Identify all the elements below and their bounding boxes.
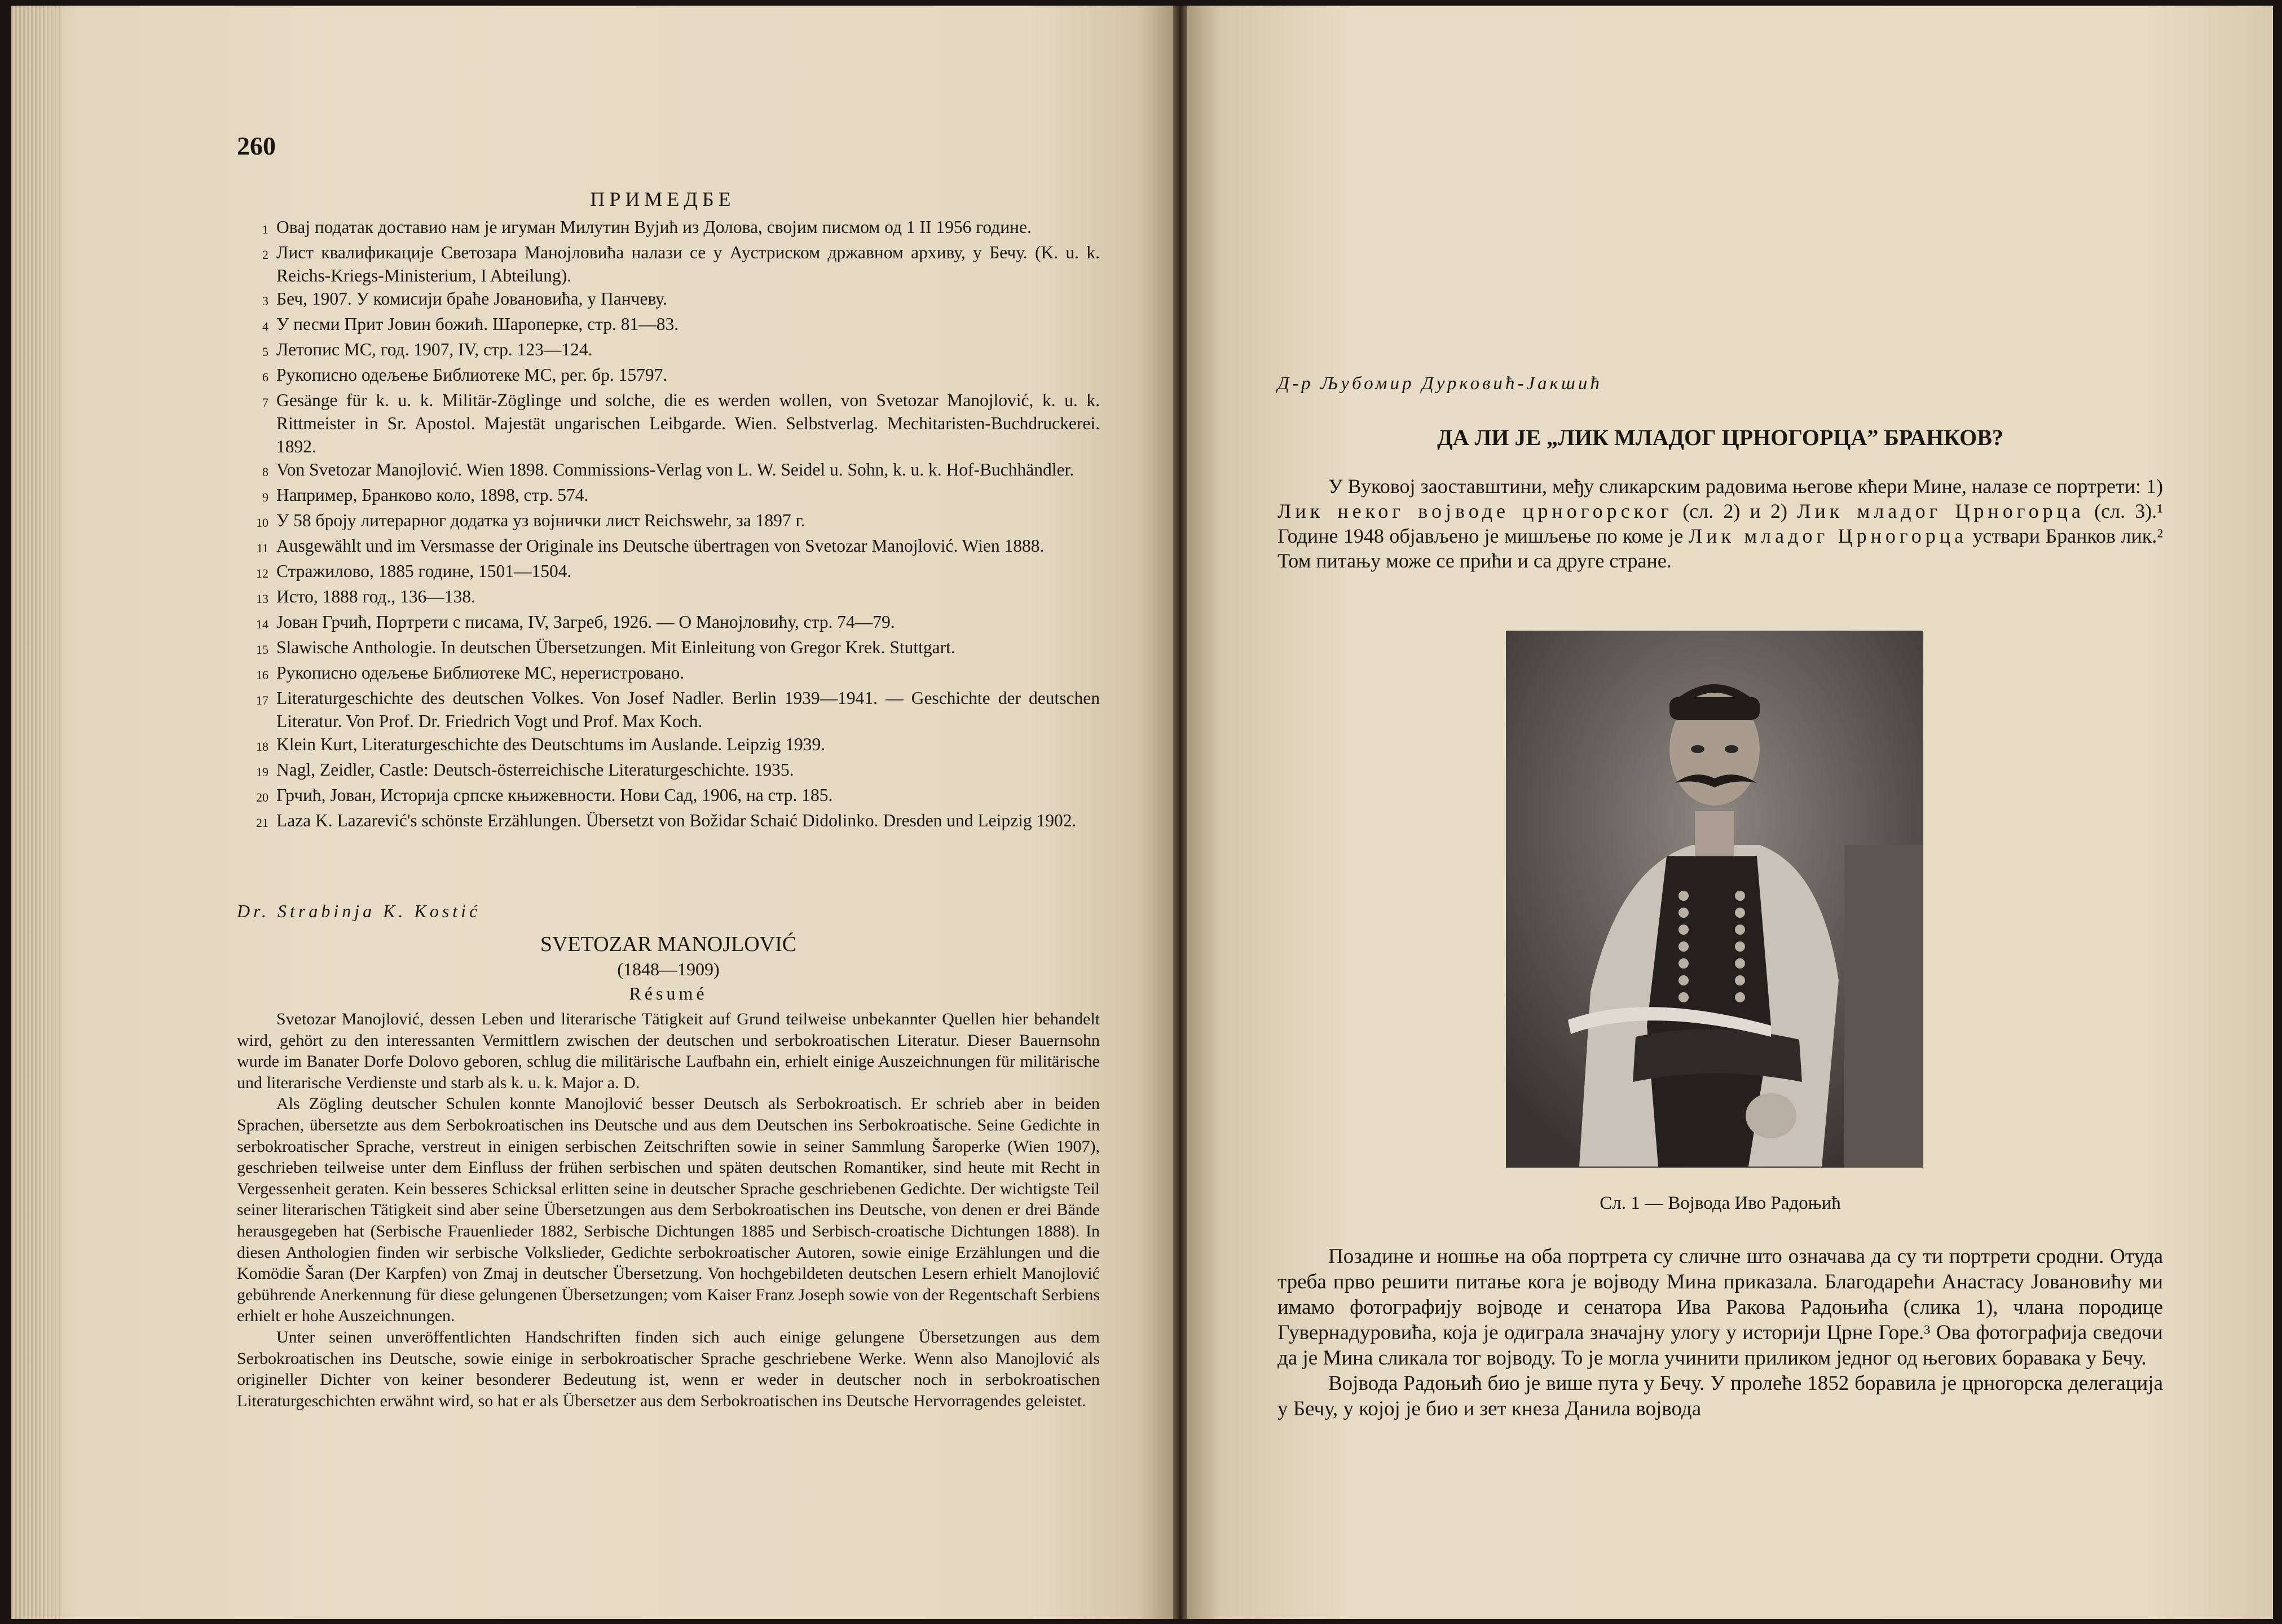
note-text: Laza K. Lazarević's schönste Erzählungen. Übersetzt von Božidar Schaić Didolinko. Dresden und Leipzig 1902. — [276, 811, 1077, 830]
note-item — [237, 636, 1100, 661]
note-item — [237, 560, 1100, 585]
body-paragraph: Позадине и ношње на оба портрета су сличне што означава да су ти портрети сродни. Отуда треба прво решити питање кога је војводу Мина приказала. Благодарећи Анастасу Јовановићу ми имамо фотографију војводе и сенатора Ива Ракова Радоњића (слика 1), члана породице Гувернадуровића, која је одиграла значајну улогу у историји Црне Горе.³ Ова фотографија сведочи да је Мина сликала тог војводу. То је могла учинити приликом једног од његових боравака у Бечу. — [1277, 1245, 2163, 1370]
article-author: Dr. Strabinja K. Kostić — [237, 901, 481, 921]
left-page — [11, 6, 1173, 1619]
intro-spaced-title: Лик младог Црногорца — [1797, 500, 2085, 522]
note-text: Стражилово, 1885 године, 1501—1504. — [276, 561, 572, 581]
note-text: Летопис МС, год. 1907, IV, стр. 123—124. — [276, 340, 593, 359]
page-number: 260 — [237, 131, 276, 160]
resume-paragraph: Als Zögling deutscher Schulen konnte Manojlović besser Deutsch als Serbokroatisch. Er schrieb aber in beiden Sprachen, übersetzte aus dem Serbokroatischen ins Deutsche und aus dem Deutschen ins Serbokroatische. Seine Gedichte in serbokroatischer Sprache, verstreut in einigen serbischen Zeitschriften sowie in seiner Sammlung Šaroperke (Wien 1907), geschrieben teilweise unter dem Einfluss der frühen serbischen und späten deutschen Romantiker, sind heute mit Recht in Vergessenheit geraten. Kein besseres Schicksal erlitten seine in deutscher Sprache geschriebenen Gedichte. Der wichtigste Teil seiner literarischen Tätigkeit sind aber seine Übersetzungen aus dem Serbokroatischen ins Deutsche, von denen er drei Bände herausgegeben hat (Serbische Frauenlieder 1882, Serbische Dichtungen 1885 und Serbisch-croatische Dichtungen 1888). In diesen Anthologien finden wir serbische Volkslieder, Gedichte serbokroatischer Autoren, sowie einige Erzählungen und die Komödie Šaran (Der Karpfen) von Zmaj in deutscher Übersetzung. Von hochgebildeten deutschen Lesern erhielt Manojlović gebührende Anerkennung für diese gelungenen Übersetzungen; vom Kaiser Franz Joseph sowie von der Regentschaft Serbiens erhielt er hohe Auszeichnungen. — [237, 1094, 1100, 1326]
note-number: 9 — [262, 490, 268, 504]
note-text: Nagl, Zeidler, Castle: Deutsch-österreichische Literaturgeschichte. 1935. — [276, 760, 794, 780]
note-text: Ausgewählt und im Versmasse der Originale ins Deutsche übertragen von Svetozar Manojlović. Wien 1888. — [276, 536, 1045, 556]
intro-text — [1277, 474, 2163, 573]
note-item — [237, 241, 1100, 287]
portrait-illustration — [1506, 631, 1923, 1168]
note-text: Исто, 1888 год., 136—138. — [276, 587, 475, 606]
note-text: Von Svetozar Manojlović. Wien 1898. Commissions-Verlag von L. W. Seidel u. Sohn, k. u. k. Hof-Buchhändler. — [276, 460, 1074, 479]
note-number: 15 — [256, 642, 268, 657]
note-item — [237, 458, 1100, 483]
note-text: Рукописно одељење Библиотеке МС, рег. бр. 15797. — [276, 365, 668, 385]
note-number: 4 — [262, 319, 268, 333]
note-number: 21 — [256, 816, 268, 830]
intro-part: (сл. 2) и 2) — [1682, 500, 1787, 522]
note-text: Грчић, Јован, Историја српске књижевности. Нови Сад, 1906, на стр. 185. — [276, 785, 833, 805]
resume-paragraph: Svetozar Manojlović, dessen Leben und literarische Tätigkeit auf Grund teilweise unbekannter Quellen hier behandelt wird, gehört zu den interessanten Vermittlern zwischen der deutschen und serbokroatischen Literatur. Dieser Bauernsohn wurde im Banater Dorfe Dolovo geboren, schlug die militärische Laufbahn ein, erhielt einige Auszeichnungen für militärische und literarische Verdienste und starb als k. u. k. Major a. D. — [237, 1010, 1100, 1092]
note-text: Slawische Anthologie. In deutschen Übersetzungen. Mit Einleitung von Gregor Krek. Stuttgart. — [276, 637, 955, 657]
intro-part: У Вуковој заоставштини, међу сликарским радовима његове кћери Мине, налазе се портрети: 1) — [1328, 475, 2163, 498]
resume-paragraph: Unter seinen unveröffentlichten Handschriften finden sich auch einige gelungene Übersetzungen aus dem Serbokroatischen ins Deutsche, sowie einige in serbokroatischer Sprache geschriebene Werke. Wenn also Manojlović als origineller Dichter von keiner besonderer Bedeutung ist, wenn er weder in deutscher noch in serbokroatischen Literaturgeschichten erwähnt wird, so hat er als Übersetzer aus dem Serbokroatischen ins Deutsche Hervorragendes geleistet. — [237, 1327, 1100, 1410]
body-paragraph: Војвода Радоњић био је више пута у Бечу. У пролеће 1852 боравила је црногорска делегација у Бечу, у којој је био и зет кнеза Данила војвода — [1277, 1372, 2163, 1420]
note-number: 16 — [256, 668, 268, 682]
note-text: Лист квалификације Светозара Манојловића налази се у Аустриском државном архиву, у Бечу. (K. u. k. Reichs-Kriegs-Ministerium, I Abteilung). — [276, 243, 1100, 285]
portrait-photo — [1506, 631, 1923, 1168]
resume-text — [237, 1009, 1100, 1411]
note-item — [237, 809, 1100, 834]
note-number: 17 — [256, 693, 268, 707]
note-item — [237, 287, 1100, 313]
note-text: Јован Грчић, Портрети с писама, IV, Загреб, 1926. — О Манојловићу, стр. 74—79. — [276, 612, 895, 632]
page-edges — [11, 6, 62, 1619]
note-item — [237, 686, 1100, 733]
note-number: 8 — [262, 465, 268, 479]
note-number: 5 — [262, 345, 268, 359]
note-number: 7 — [262, 395, 268, 410]
intro-part: (сл. 3).¹ Године 1948 објављено је мишљење по коме је — [1277, 500, 2164, 547]
note-number: 12 — [256, 566, 268, 580]
note-item — [237, 758, 1100, 784]
note-text: Например, Бранково коло, 1898, стр. 574. — [276, 485, 589, 505]
article-title: ДА ЛИ ЈЕ „ЛИК МЛАДОГ ЦРНОГОРЦА” БРАНКОВ? — [1437, 425, 2003, 450]
note-text: Рукописно одељење Библиотеке МС, нерегистровано. — [276, 663, 685, 683]
note-item — [237, 661, 1100, 686]
note-text: У 58 броју литерарног додатка уз војнички лист Reichswehr, за 1897 г. — [276, 510, 805, 530]
note-number: 18 — [256, 740, 268, 754]
photo-caption: Сл. 1 — Војвода Иво Радоњић — [1600, 1193, 1841, 1213]
note-item — [237, 215, 1100, 241]
intro-spaced-title: Лик младог Црногорца — [1688, 525, 1968, 547]
note-text: Овај податак доставио нам је игуман Милутин Вујић из Долова, својим писмом од 1 II 1956 године. — [276, 217, 1032, 237]
note-number: 20 — [256, 790, 268, 804]
note-number: 6 — [262, 370, 268, 384]
note-number: 19 — [256, 765, 268, 779]
right-page — [1187, 6, 2273, 1619]
article-title: SVETOZAR MANOJLOVIĆ — [540, 932, 797, 956]
note-item — [237, 363, 1100, 389]
note-item — [237, 509, 1100, 534]
note-item — [237, 534, 1100, 560]
note-number: 3 — [262, 294, 268, 308]
note-number: 13 — [256, 592, 268, 606]
note-item — [237, 733, 1100, 758]
note-number: 2 — [262, 248, 268, 262]
note-item — [237, 389, 1100, 458]
article-years: (1848—1909) — [617, 959, 720, 979]
notes-list — [237, 215, 1100, 834]
book-spread — [11, 6, 2273, 1619]
intro-spaced-title: Лик неког војводе црногорског — [1277, 500, 1673, 522]
notes-title: ПРИМЕДБЕ — [590, 188, 735, 210]
article-author: Д-р Љубомир Дурковић-Јакшић — [1277, 373, 1602, 394]
resume-heading: Résumé — [629, 983, 708, 1004]
note-number: 1 — [262, 222, 268, 236]
note-item — [237, 610, 1100, 636]
note-item — [237, 338, 1100, 363]
note-number: 11 — [256, 541, 268, 555]
note-text: Literaturgeschichte des deutschen Volkes. Von Josef Nadler. Berlin 1939—1941. — Geschichte der deutschen Literatur. Von Prof. Dr. Friedrich Vogt und Prof. Max Koch. — [276, 688, 1100, 731]
intro-paragraph — [1277, 474, 2163, 573]
note-text: Беч, 1907. У комисији браће Јовановића, у Панчеву. — [276, 289, 667, 309]
note-number: 10 — [256, 516, 268, 530]
book-gutter — [1173, 6, 1187, 1619]
note-text: У песми Прит Јовин божић. Шароперке, стр. 81—83. — [276, 314, 679, 334]
note-item — [237, 585, 1100, 610]
note-number: 14 — [256, 617, 268, 631]
note-item — [237, 483, 1100, 509]
note-text: Gesänge für k. u. k. Militär-Zöglinge und solche, die es werden wollen, von Svetozar Manojlović, k. u. k. Rittmeister in Sr. Apostol. Majestät ungarischen Leibgarde. Wien. Selbstverlag. Mechitaristen-Buchdruckerei. 1892. — [276, 390, 1100, 456]
body-text — [1277, 1244, 2163, 1421]
note-item — [237, 784, 1100, 809]
note-item — [237, 313, 1100, 338]
note-text: Klein Kurt, Literaturgeschichte des Deutschtums im Auslande. Leipzig 1939. — [276, 734, 826, 754]
intro-part: уствари Бранков лик.² Том питању може се прићи и са друге стране. — [1277, 525, 2164, 572]
